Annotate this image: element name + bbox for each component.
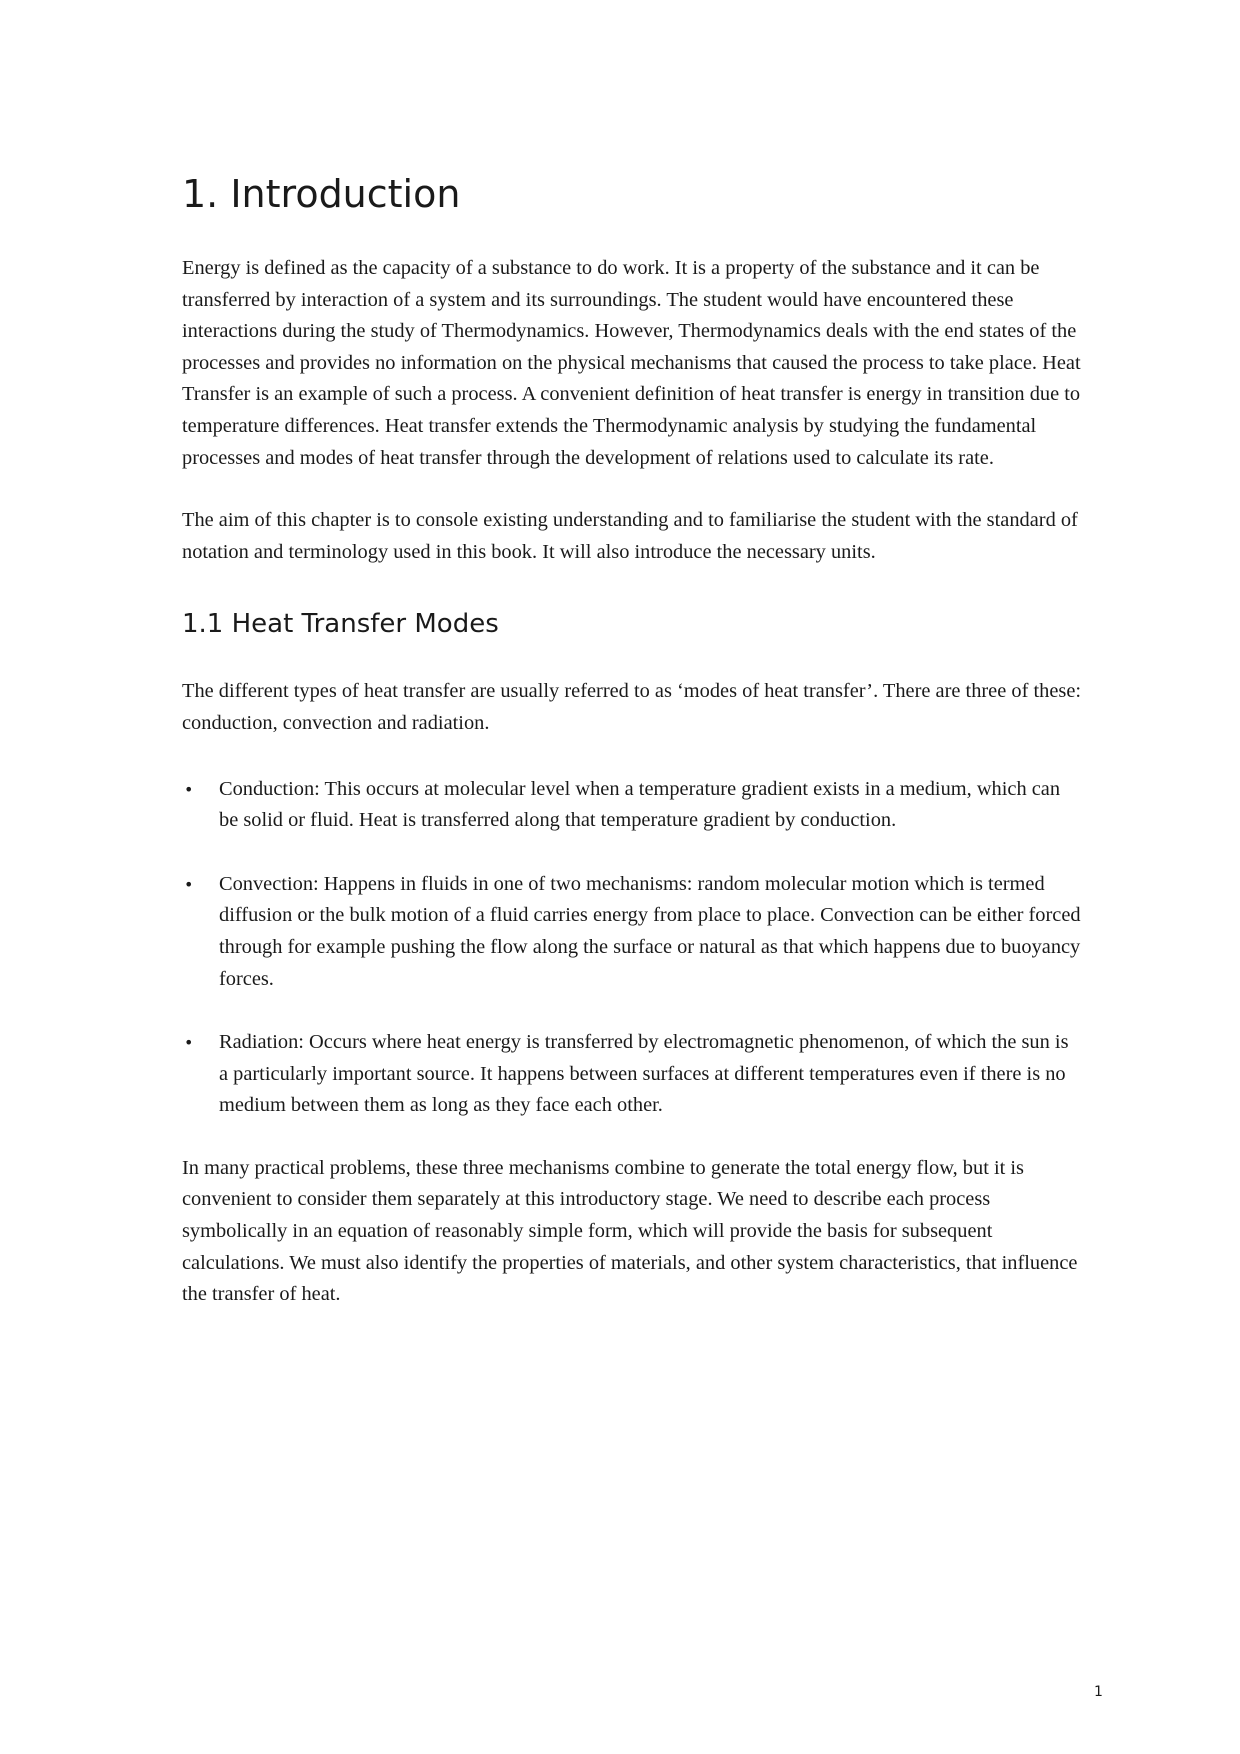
list-item-text: Convection: Happens in fluids in one of two mechanisms: random molecular motion which is termed diffusion or the bulk motion of a fluid carries energy from place to place. Convection can be either forced through for example pushing the flow along the surface or natural as that which happens due to buoyancy forces. xyxy=(219,872,1081,990)
modes-intro-paragraph: The different types of heat transfer are usually referred to as ‘modes of heat transfer’. There are three of these: conduction, convection and radiation. xyxy=(182,680,1082,734)
list-item-text: Conduction: This occurs at molecular level when a temperature gradient exists in a medium, which can be solid or fluid. Heat is transferred along that temperature gradient by conduction. xyxy=(219,777,1061,832)
page-content xyxy=(182,150,1082,1311)
section-title: 1.1 Heat Transfer Modes xyxy=(182,609,499,640)
bullet-icon: • xyxy=(184,779,194,799)
list-item-text: Radiation: Occurs where heat energy is transferred by electromagnetic phenomenon, of which the sun is a particularly important source. It happens between surfaces at different temperatures even if there is no medium between them as long as they face each other. xyxy=(219,1031,1069,1117)
closing-paragraph: In many practical problems, these three mechanisms combine to generate the total energy flow, but it is convenient to consider them separately at this introductory stage. We need to describe each process symbolically in an equation of reasonably simple form, which will provide the basis for subsequent calculations. We must also identify the properties of materials, and other system characteristics, that influence the transfer of heat. xyxy=(182,1156,1078,1306)
list-item-conduction xyxy=(182,774,1082,837)
aim-paragraph: The aim of this chapter is to console existing understanding and to familiarise the student with the standard of notation and terminology used in this book. It will also introduce the necessary units. xyxy=(182,509,1078,563)
intro-paragraph: Energy is defined as the capacity of a substance to do work. It is a property of the substance and it can be transferred by interaction of a system and its surroundings. The student would have encountered these interactions during the study of Thermodynamics. However, Thermodynamics deals with the end states of the processes and provides no information on the physical mechanisms that caused the process to take place. Heat Transfer is an example of such a process. A convenient definition of heat transfer is energy in transition due to temperature differences. Heat transfer extends the Thermodynamic analysis by studying the fundamental processes and modes of heat transfer through the development of relations used to calculate its rate. xyxy=(182,257,1081,469)
chapter-title: 1. Introduction xyxy=(182,172,461,216)
bullet-icon: • xyxy=(184,874,194,894)
page-number: 1 xyxy=(1094,1684,1103,1700)
bullet-icon: • xyxy=(184,1033,194,1053)
list-item-radiation xyxy=(182,1027,1082,1122)
list-item-convection xyxy=(182,869,1082,995)
heat-transfer-modes-list xyxy=(182,774,1082,1122)
